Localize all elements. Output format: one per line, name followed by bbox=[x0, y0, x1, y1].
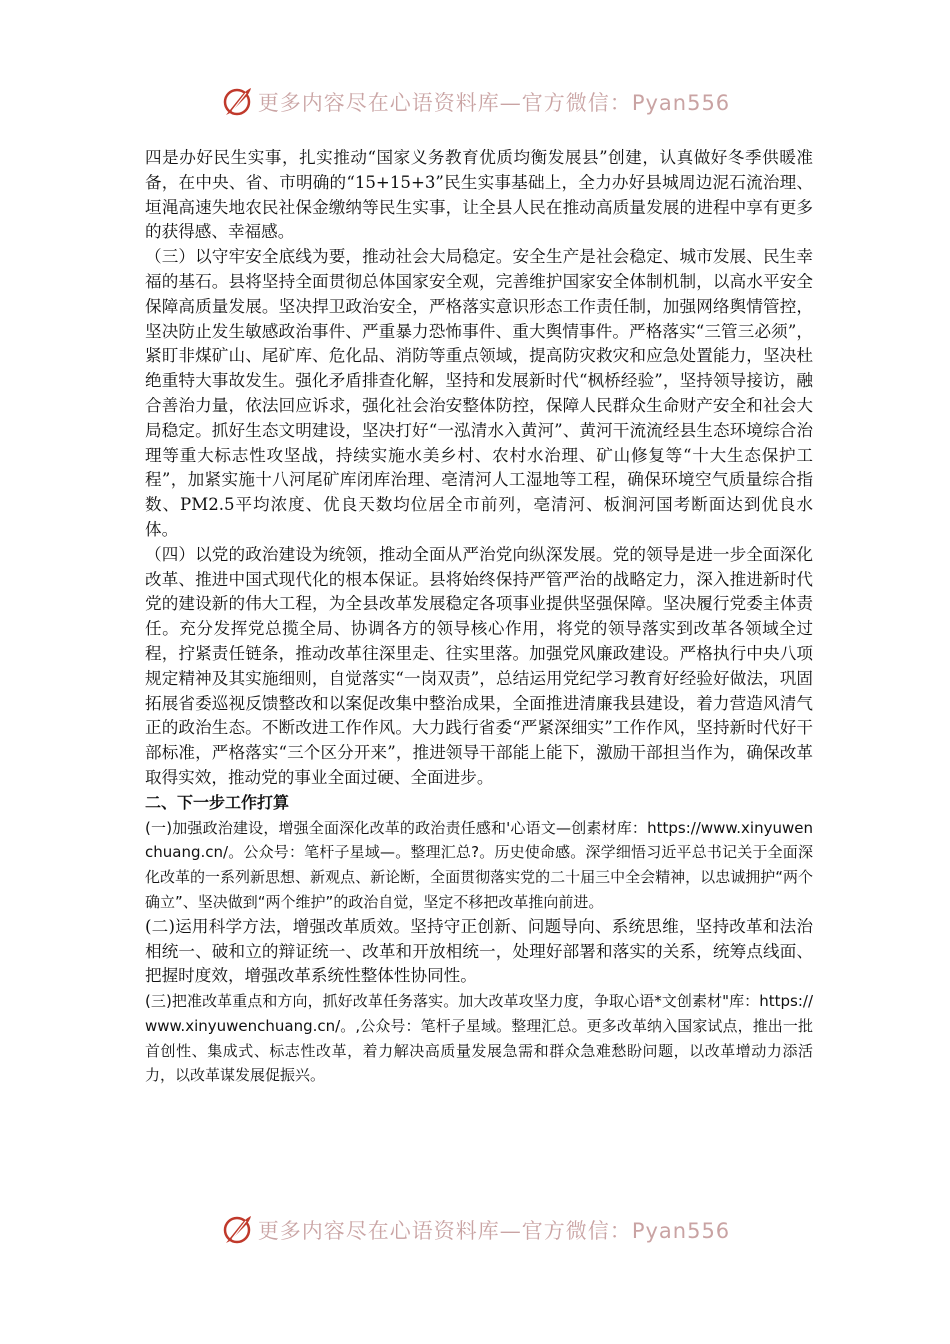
quill-logo-icon bbox=[220, 1213, 254, 1247]
paragraph-livelihood: 四是办好民生实事，扎实推动“国家义务教育优质均衡发展县”创建，认真做好冬季供暖准备，在中央、省、市明确的“15+15+3”民生实事基础上，全力办好县城周边泥石流治理、垣渑高速失地农民社保金缴纳等民生实事，让全县人民在推动高质量发展的进程中享有更多的获得感、幸福感。 bbox=[145, 148, 813, 242]
paragraph-scientific-method: (二)运用科学方法，增强改革质效。坚持守正创新、问题导向、系统思维，坚持改革和法治相统一、破和立的辩证统一、改革和开放相统一，处理好部署和落实的关系，统筹点线面、把握时度效，增强改革系统性整体性协同性。 bbox=[145, 916, 813, 986]
banner-text bbox=[258, 87, 730, 117]
paragraph-safety: （三）以守牢安全底线为要，推动社会大局稳定。安全生产是社会稳定、城市发展、民生幸福的基石。县将坚持全面贯彻总体国家安全观，完善维护国家安全体制机制，以高水平安全保障高质量发展。坚决捍卫政治安全，严格落实意识形态工作责任制，加强网络舆情管控，坚决防止发生敏感政治事件、严重暴力恐怖事件、重大舆情事件。严格落实“三管三必须”，紧盯非煤矿山、尾矿库、危化品、消防等重点领域，提高防灾救灾和应急处置能力，坚决杜绝重特大事故发生。强化矛盾排查化解，坚持和发展新时代“枫桥经验”，坚持领导接访，融合善治力量，依法回应诉求，强化社会治安整体防控，保障人民群众生命财产安全和社会大局稳定。抓好生态文明建设，坚决打好“一泓清水入黄河”、黄河干流流经县生态环境综合治理等重大标志性攻坚战，持续实施水美乡村、农村水治理、矿山修复等“十大生态保护工程”，加紧实施十八河尾矿库闭库治理、亳清河人工湿地等工程，确保环境空气质量综合指数、PM2.5平均浓度、优良天数均位居全市前列，亳清河、板涧河国考断面达到优良水体。 bbox=[145, 247, 813, 539]
footer-watermark-banner bbox=[0, 1210, 950, 1250]
header-watermark-banner bbox=[0, 82, 950, 122]
banner-label: 更多内容尽在心语资料库—官方微信： bbox=[257, 91, 632, 115]
quill-logo-icon bbox=[220, 85, 254, 119]
document-body bbox=[145, 146, 813, 1088]
paragraph-reform-focus: (三)把准改革重点和方向，抓好改革任务落实。加大改革攻坚力度，争取心语*文创素材"库：https://www.xinyuwenchuang.cn/。,公众号：笔杆子星域。整理汇总。更多改革纳入国家试点，推出一批首创性、集成式、标志性改革，着力解决高质量发展急需和群众急难愁盼问题，以改革增动力添活力，以改革谋发展促振兴。 bbox=[145, 992, 813, 1085]
banner-wechat-id: Pyan556 bbox=[631, 1219, 731, 1243]
paragraph-party-building: （四）以党的政治建设为统领，推动全面从严治党向纵深发展。党的领导是进一步全面深化改革、推进中国式现代化的根本保证。县将始终保持严管严治的战略定力，深入推进新时代党的建设新的伟大工程，为全县改革发展稳定各项事业提供坚强保障。坚决履行党委主体责任。充分发挥党总揽全局、协调各方的领导核心作用，将党的领导落实到改革各领域全过程，拧紧责任链条，推动改革往深里走、往实里落。加强党风廉政建设。严格执行中央八项规定精神及其实施细则，自觉落实“一岗双责”，总结运用党纪学习教育好经验好做法，巩固拓展省委巡视反馈整改和以案促改集中整治成果，全面推进清廉我县建设，着力营造风清气正的政治生态。不断改进工作作风。大力践行省委“严紧深细实”工作作风，坚持新时代好干部标准，严格落实“三个区分开来”，推进领导干部能上能下，激励干部担当作为，确保改革取得实效，推动党的事业全面过硬、全面进步。 bbox=[145, 544, 813, 787]
paragraph-political-construction: (一)加强政治建设，增强全面深化改革的政治责任感和'心语文—创素材库：https://www.xinyuwenchuang.cn/。公众号：笔杆子星域—。整理汇总?。历史使命感。深学细悟习近平总书记关于全面深化改革的一系列新思想、新观点、新论断，全面贯彻落实党的二十届三中全会精神，以忠诚拥护“两个确立”、坚决做到“两个维护”的政治自觉，坚定不移把改革推向前进。 bbox=[145, 818, 813, 911]
banner-text bbox=[258, 1215, 730, 1245]
section-heading-next-steps: 二、下一步工作打算 bbox=[145, 792, 290, 812]
banner-label: 更多内容尽在心语资料库—官方微信： bbox=[257, 1219, 632, 1243]
banner-wechat-id: Pyan556 bbox=[631, 91, 731, 115]
